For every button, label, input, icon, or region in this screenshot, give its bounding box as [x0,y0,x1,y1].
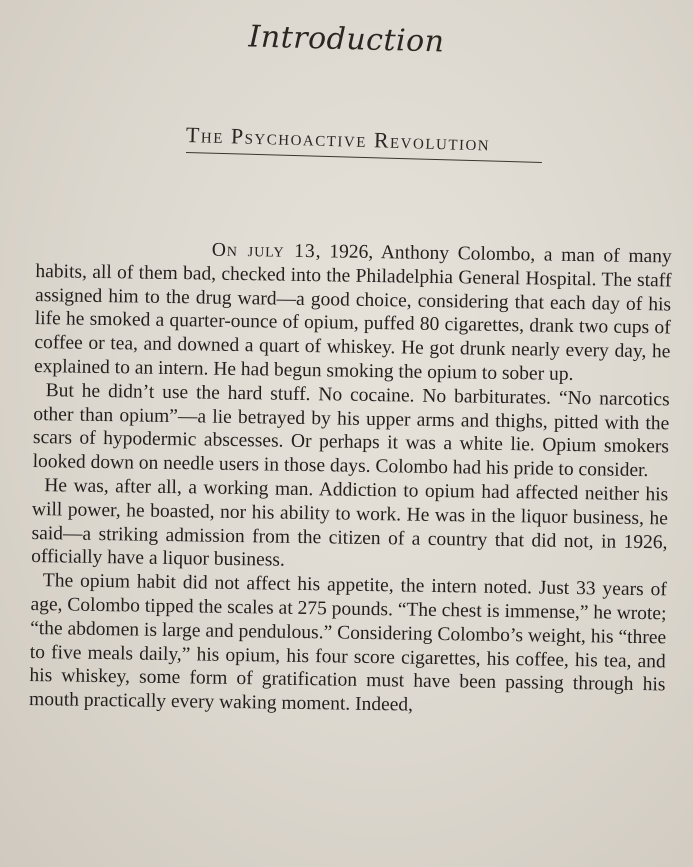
paragraph [34,236,672,388]
paragraph: He was, after all, a working man. Addiction to opium had affected neither his will power, he boasted, nor his ability to work. He was in the liquor business, he said—a striking admission from the citizen of a country that did not, in 1926, officially have a liquor business. [31,475,669,572]
section-title: The Psychoactive Revolution [185,122,491,156]
chapter-title: Introduction [248,19,445,60]
paragraph: But he didn’t use the hard stuff. No cocaine. No barbiturates. “No narcotics other than opium”—a lie betrayed by his upper arms and thighs, pitted with the scars of hypodermic abscesses. Or perhaps it was a white lie. Opium smokers looked down on needle users in those days. Colombo had his pride to consider. [32,379,670,482]
lead-in: On july 13 [211,239,316,263]
body-text [29,236,672,721]
paragraph-text: , 1926, Anthony Colombo, a man of many habits, all of them bad, checked into the Philadelphia General Hospital. The staff assigned him to the drug ward—a good choice, considering that each day of his life he smoked a quarter-ounce of opium, puffed 80 cigarettes, drank two cups of coffee or tea, and downed a quart of whiskey. He got drunk nearly every day, he explained to an intern. He had begun smoking the opium to sober up. [33,241,672,385]
paragraph: The opium habit did not affect his appetite, the intern noted. Just 33 years of age, Colombo tipped the scales at 275 pounds. “The chest is immense,” he wrote; “the abdomen is large and pendulous.” Considering Colombo’s weight, his “three to five meals daily,” his opium, his four score cigarettes, his coffee, his tea, and his whiskey, some form of gratification must have been passing through his mouth practically every waking moment. Indeed, [28,570,667,716]
